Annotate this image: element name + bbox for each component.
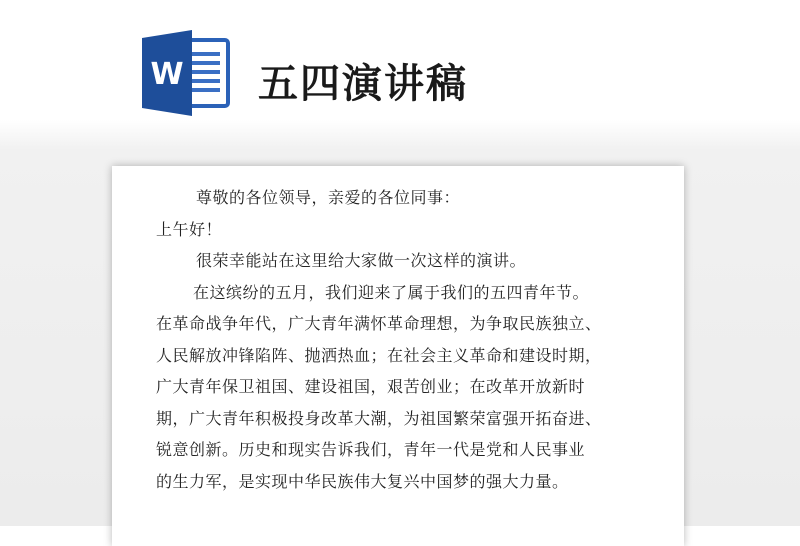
paragraph-2-line: 在这缤纷的五月，我们迎来了属于我们的五四青年节。 bbox=[193, 282, 590, 302]
document-body bbox=[156, 182, 646, 497]
paragraph-2-line: 广大青年保卫祖国、建设祖国，艰苦创业；在改革开放新时 bbox=[156, 377, 586, 396]
paragraph-2-line: 的生力军，是实现中华民族伟大复兴中国梦的强大力量。 bbox=[156, 471, 569, 491]
greeting-line: 上午好！ bbox=[156, 219, 223, 239]
paragraph-2-line: 在革命战争年代，广大青年满怀革命理想，为争取民族独立、 bbox=[156, 314, 602, 333]
paragraph-2-line: 锐意创新。历史和现实告诉我们，青年一代是党和人民事业 bbox=[156, 440, 586, 459]
page-title: 五四演讲稿 bbox=[258, 61, 468, 107]
word-document-icon bbox=[140, 30, 230, 116]
paragraph-1: 很荣幸能站在这里给大家做一次这样的演讲。 bbox=[196, 251, 527, 270]
salutation-line: 尊敬的各位领导，亲爱的各位同事： bbox=[196, 188, 461, 207]
document-page bbox=[112, 166, 684, 546]
word-icon-letter: W bbox=[150, 57, 184, 92]
paragraph-2-line: 期，广大青年积极投身改革大潮，为祖国繁荣富强开拓奋进、 bbox=[156, 408, 602, 428]
paragraph-2-line: 人民解放冲锋陷阵、抛洒热血；在社会主义革命和建设时期， bbox=[156, 345, 602, 365]
